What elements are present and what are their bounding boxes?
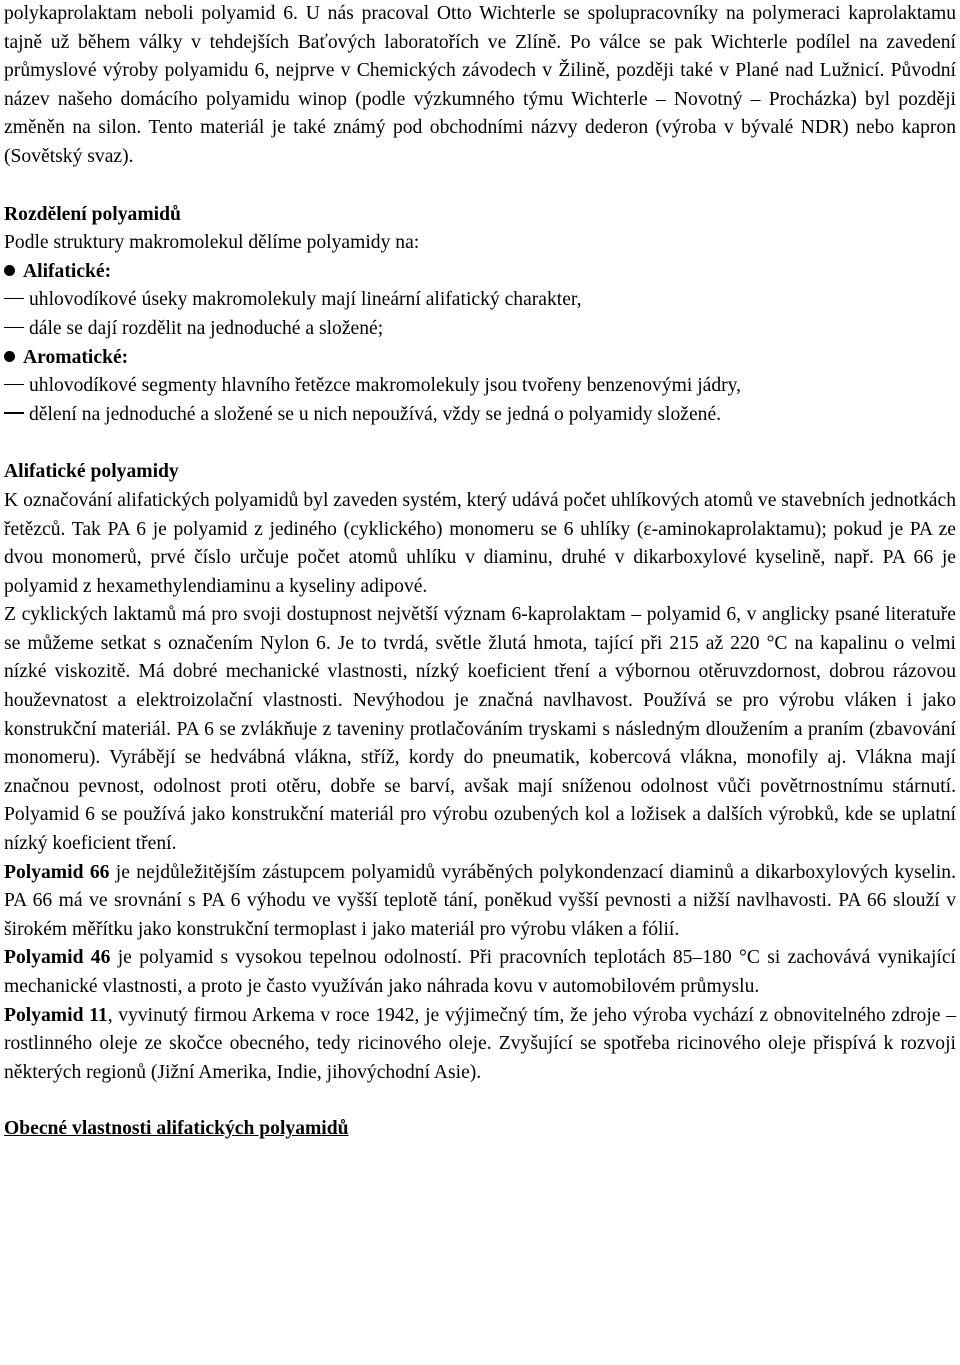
dash-icon [4, 412, 24, 413]
pa11-text: , vyvinutý firmou Arkema v roce 1942, je výjimečný tím, že jeho výroba vychází z obnovitelného zdroje – rostlinného oleje ze skočce obecného, tedy ricinového oleje. Zvyšující se spotřeba ricinového oleje přispívá k rozvoji některých regionů (Jižní Amerika, Indie, jihovýchodní Asie). [4, 1004, 956, 1083]
aromatic-dash-line-2 [4, 401, 956, 430]
aliphatic-dash-line-1 [4, 286, 956, 315]
aliphatic-label: Alifatické: [23, 260, 112, 282]
dash-icon [4, 327, 24, 328]
aromatic-dash-line-1 [4, 372, 956, 401]
pa66-paragraph [4, 859, 956, 945]
general-heading: Obecné vlastnosti alifatických polyamidů [4, 1118, 349, 1140]
aliphatic-dash-line-2 [4, 315, 956, 344]
spacer [4, 429, 956, 458]
bullet-icon [4, 265, 15, 276]
bullet-icon [4, 351, 15, 362]
pa66-label: Polyamid 66 [4, 861, 110, 883]
aliphatic-line-1: uhlovodíkové úseky makromolekuly mají lineární alifatický charakter, [29, 289, 582, 311]
aliphatic-line-2: dále se dají rozdělit na jednoduché a složené; [29, 317, 384, 339]
division-lead: Podle struktury makromolekul dělíme polyamidy na: [4, 232, 420, 254]
aromatic-label: Aromatické: [23, 346, 129, 368]
spacer [4, 1087, 956, 1115]
intro-paragraph: polykaprolaktam neboli polyamid 6. U nás pracoval Otto Wichterle se spolupracovníky na polymeraci kaprolaktamu tajně už během války v tehdejších Baťových laboratořích ve Zlíně. Po válce se pak Wichterle podílel na zavedení průmyslové výroby polyamidu 6, nejprve v Chemických závodech v Žilině, později také v Plané nad Lužnicí. Původní název našeho domácího polyamidu winop (podle výzkumného týmu Wichterle – Novotný – Procházka) byl později změněn na silon. Tento materiál je také známý pod obchodními názvy dederon (výroba v bývalé NDR) nebo kapron (Sovětský svaz). [4, 3, 956, 167]
pa11-paragraph [4, 1002, 956, 1088]
aliphatic-bullet [4, 258, 956, 287]
pa46-text: je polyamid s vysokou tepelnou odolností. Při pracovních teplotách 85–180 °C si zachovává vynikající mechanické vlastnosti, a proto je často využíván jako náhrada kovu v automobilovém průmyslu. [4, 947, 956, 997]
aliphatic-paragraph-1: K označování alifatických polyamidů byl zaveden systém, který udává počet uhlíkových atomů ve stavebních jednotkách řetězců. Tak PA 6 je polyamid z jediného (cyklického) monomeru se 6 uhlíky (ε-aminokaprolaktamu); pokud je PA ze dvou monomerů, prvé číslo určuje počet atomů uhlíku v diaminu, druhé v dikarboxylové kyselině, např. PA 66 je polyamid z hexamethylendiaminu a kyseliny adipové. [4, 489, 956, 597]
pa11-label: Polyamid 11 [4, 1004, 108, 1026]
aromatic-line-2: dělení na jednoduché a složené se u nich nepoužívá, vždy se jedná o polyamidy složené. [29, 403, 722, 425]
aliphatic-paragraph-2: Z cyklických laktamů má pro svoji dostupnost největší význam 6-kaprolaktam – polyamid 6, v anglicky psané literatuře se můžeme setkat s označením Nylon 6. Je to tvrdá, světle žlutá hmota, tající při 215 až 220 °C na kapalinu o velmi nízké viskozitě. Má dobré mechanické vlastnosti, nízký koeficient tření a výbornou otěruvzdornost, dobrou rázovou houževnatost a elektroizolační vlastnosti. Nevýhodou je značná navlhavost. Používá se pro výrobu vláken i jako konstrukční materiál. PA 6 se zvlákňuje z taveniny protlačováním tryskami s následným dloužením a praním (zbavování monomeru). Vyrábějí se hedvábná vlákna, stříž, kordy do pneumatik, kobercová vlákna, monofily aj. Vlákna mají značnou pevnost, odolnost proti otěru, dobře se barví, avšak mají sníženou odolnost vůči povětrnostnímu stárnutí. Polyamid 6 se používá jako konstrukční materiál pro výrobu ozubených kol a ložisek a dalších výrobků, kde se uplatní nízký koeficient tření. [4, 604, 956, 855]
dash-icon [4, 298, 24, 299]
pa66-text: je nejdůležitějším zástupcem polyamidů vyráběných polykondenzací diaminů a dikarboxylových kyselin. PA 66 má ve srovnání s PA 6 výhodu ve vyšší teplotě tání, poněkud vyšší pevnosti a nižší navlhavosti. PA 66 slouží v širokém měřítku jako konstrukční termoplast i jako materiál pro výrobu vláken a fólií. [4, 861, 956, 940]
pa46-label: Polyamid 46 [4, 947, 111, 969]
pa46-paragraph [4, 944, 956, 1001]
aromatic-bullet [4, 344, 956, 373]
document-page [4, 0, 956, 1144]
aromatic-line-1: uhlovodíkové segmenty hlavního řetězce makromolekuly jsou tvořeny benzenovými jádry, [29, 375, 742, 397]
dash-icon [4, 384, 24, 385]
aliphatic-heading: Alifatické polyamidy [4, 461, 179, 483]
division-heading: Rozdělení polyamidů [4, 203, 181, 225]
spacer [4, 172, 956, 201]
